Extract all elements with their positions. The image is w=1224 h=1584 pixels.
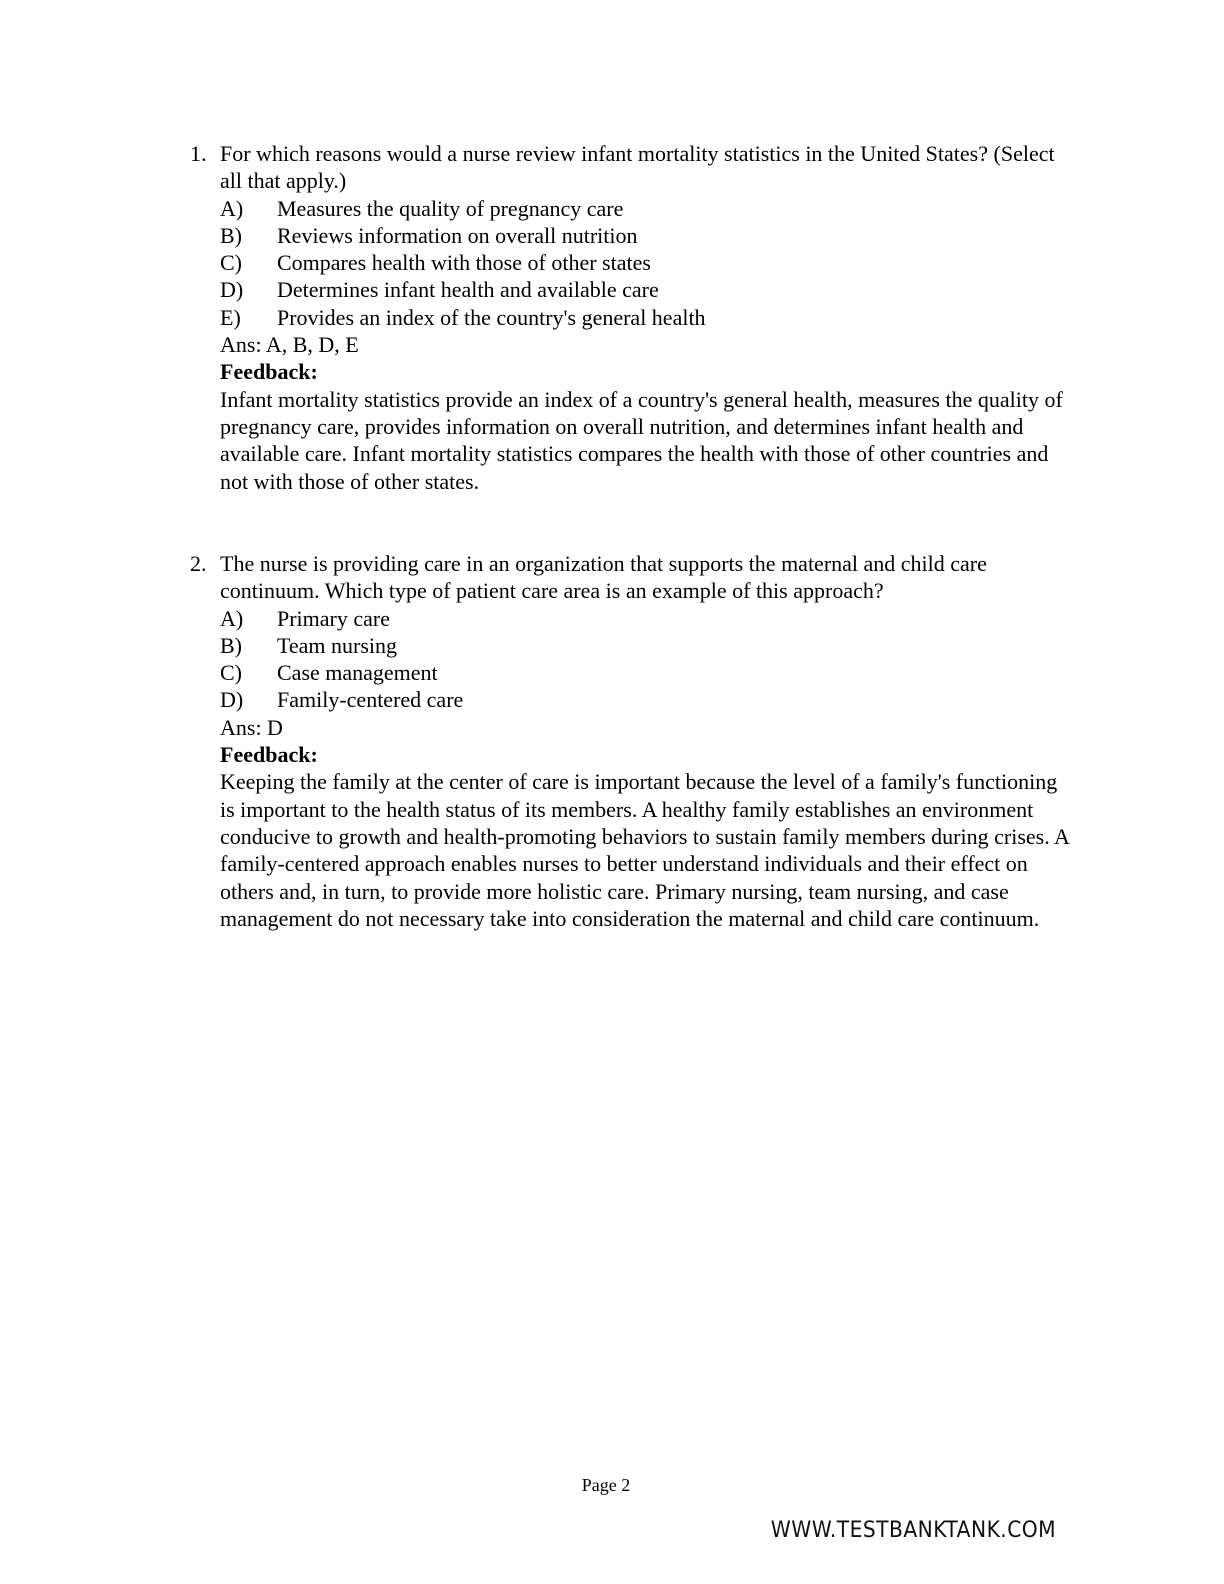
- option-a: [220, 195, 1070, 222]
- option-text: Measures the quality of pregnancy care: [277, 195, 624, 221]
- page-number: Page 2: [581, 1475, 631, 1495]
- feedback-label: Feedback:: [220, 359, 318, 385]
- option-letter: A): [220, 195, 244, 221]
- watermark-url: WWW.TESTBANKTANK.COM: [770, 1518, 1056, 1543]
- option-c: [220, 249, 1070, 276]
- feedback-text: Infant mortality statistics provide an index of a country's general health, measures the quality of pregnancy care, provides information on overall nutrition, and determines infant health and available care. Infant mortality statistics compares the health with those of other countries and not with those of other states.: [220, 386, 1063, 494]
- option-letter: D): [220, 687, 244, 713]
- option-letter: C): [220, 250, 242, 276]
- question-stem: [190, 140, 1070, 195]
- option-a: [220, 605, 1070, 632]
- option-d: [220, 686, 1070, 713]
- question-1: [190, 140, 1070, 495]
- question-number: 1.: [190, 141, 207, 166]
- answer-options: [190, 605, 1070, 714]
- option-text: Family-centered care: [277, 687, 464, 713]
- option-text: Determines infant health and available care: [277, 277, 659, 303]
- answer-options: [190, 195, 1070, 331]
- option-text: Compares health with those of other states: [277, 250, 651, 276]
- option-letter: B): [220, 222, 242, 248]
- option-letter: A): [220, 605, 244, 631]
- question-stem: [190, 550, 1070, 605]
- question-2: [190, 550, 1070, 932]
- option-text: Case management: [277, 660, 438, 686]
- option-text: Team nursing: [277, 632, 398, 658]
- option-letter: D): [220, 277, 244, 303]
- option-e: [220, 304, 1070, 331]
- option-text: Primary care: [277, 605, 390, 631]
- option-letter: B): [220, 632, 242, 658]
- feedback-text: Keeping the family at the center of care is important because the level of a family's functioning is important to the health status of its members. A healthy family establishes an environment conducive to growth and health-promoting behaviors to sustain family members during crises. A family-centered approach enables nurses to better understand individuals and their effect on others and, in turn, to provide more holistic care. Primary nursing, team nursing, and case management do not necessary take into consideration the maternal and child care continuum.: [220, 769, 1069, 931]
- option-text: Provides an index of the country's general health: [277, 304, 706, 330]
- answer-key: Ans: A, B, D, E: [220, 332, 359, 358]
- option-d: [220, 276, 1070, 303]
- question-text: For which reasons would a nurse review infant mortality statistics in the United States? (Select all that apply.): [220, 141, 1055, 194]
- option-letter: E): [220, 304, 241, 330]
- option-b: [220, 632, 1070, 659]
- question-text: The nurse is providing care in an organization that supports the maternal and child care continuum. Which type of patient care area is an example of this approach?: [220, 551, 987, 604]
- question-number: 2.: [190, 551, 207, 576]
- option-text: Reviews information on overall nutrition: [277, 222, 638, 248]
- feedback-label: Feedback:: [220, 742, 318, 768]
- option-c: [220, 659, 1070, 686]
- option-letter: C): [220, 660, 242, 686]
- option-b: [220, 222, 1070, 249]
- answer-key: Ans: D: [220, 714, 283, 740]
